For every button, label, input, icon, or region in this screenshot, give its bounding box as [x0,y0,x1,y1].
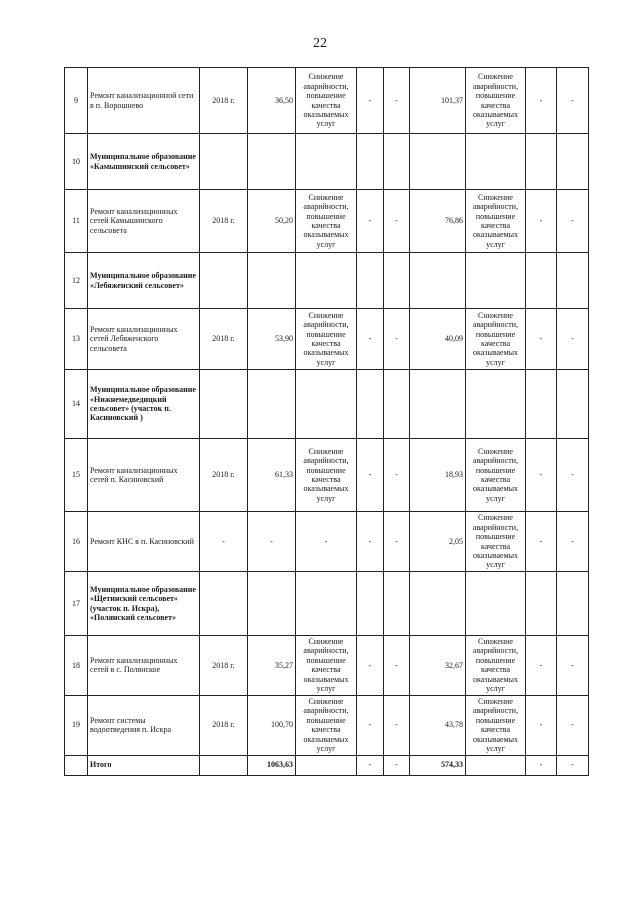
project-cost-alt: 18,93 [410,439,466,512]
total-label: Итого [88,755,200,775]
dash-cell: - [357,68,384,134]
dash-cell: - [526,439,557,512]
dash-cell: - [526,512,557,572]
project-year: - [200,512,248,572]
dash-cell: - [526,309,557,370]
row-number: 15 [65,439,88,512]
dash-cell: - [526,636,557,696]
project-name: Ремонт канализационных сетей п. Касиновский [88,439,200,512]
project-cost-alt: 2,05 [410,512,466,572]
dash-cell: - [557,309,589,370]
investment-table [64,67,589,776]
table-row [65,68,589,134]
dash-cell: - [357,755,384,775]
municipality-name: Муниципальное образование «Нижнемедведицкий сельсовет» (участок п. Касиновский ) [88,370,200,439]
dash-cell: - [557,512,589,572]
project-name: Ремонт системы водоотведения п. Искра [88,695,200,755]
dash-cell: - [557,439,589,512]
project-effect: Снижение аварийности, повышение качества оказываемых услуг [296,68,357,134]
dash-cell: - [557,755,589,775]
table-row-municipality [65,370,589,439]
dash-cell: - [526,68,557,134]
table-row [65,695,589,755]
project-cost-alt: 101,37 [410,68,466,134]
dash-cell: - [526,695,557,755]
table-row [65,309,589,370]
dash-cell: - [557,636,589,696]
dash-cell: - [557,68,589,134]
project-name: Ремонт КНС в п. Касиновский [88,512,200,572]
row-number: 11 [65,190,88,253]
project-effect: Снижение аварийности, повышение качества оказываемых услуг [296,190,357,253]
dash-cell: - [384,439,410,512]
project-year: 2018 г. [200,636,248,696]
dash-cell: - [526,190,557,253]
project-cost-alt: 43,78 [410,695,466,755]
project-name: Ремонт канализационных сетей в с. Полянское [88,636,200,696]
project-year: 2018 г. [200,439,248,512]
project-cost-alt: 40,09 [410,309,466,370]
table-row [65,636,589,696]
municipality-name: Муниципальное образование «Лебяженский сельсовет» [88,253,200,309]
total-cost: 1063,63 [248,755,296,775]
project-cost: - [248,512,296,572]
project-name: Ремонт канализационной сети в п. Ворошнево [88,68,200,134]
row-number: 17 [65,572,88,636]
row-number: 9 [65,68,88,134]
dash-cell: - [526,755,557,775]
row-number: 12 [65,253,88,309]
dash-cell: - [357,695,384,755]
project-effect-alt: Снижение аварийности, повышение качества оказываемых услуг [466,636,526,696]
dash-cell: - [384,755,410,775]
dash-cell: - [357,309,384,370]
project-name: Ремонт канализационных сетей Камышинского сельсовета [88,190,200,253]
dash-cell: - [357,636,384,696]
project-year: 2018 г. [200,309,248,370]
project-cost: 100,70 [248,695,296,755]
project-year: 2018 г. [200,695,248,755]
project-cost: 36,50 [248,68,296,134]
project-year: 2018 г. [200,68,248,134]
project-effect-alt: Снижение аварийности, повышение качества оказываемых услуг [466,190,526,253]
dash-cell: - [384,512,410,572]
project-cost: 50,20 [248,190,296,253]
table-row-municipality [65,572,589,636]
project-effect-alt: Снижение аварийности, повышение качества оказываемых услуг [466,309,526,370]
table-body [65,68,589,776]
project-effect-alt: Снижение аварийности, повышение качества оказываемых услуг [466,439,526,512]
dash-cell: - [384,309,410,370]
dash-cell: - [384,68,410,134]
project-effect: - [296,512,357,572]
table-row [65,512,589,572]
table-row-municipality [65,134,589,190]
project-effect: Снижение аварийности, повышение качества оказываемых услуг [296,636,357,696]
row-number: 18 [65,636,88,696]
project-effect-alt: Снижение аварийности, повышение качества оказываемых услуг [466,68,526,134]
total-cost-alt: 574,33 [410,755,466,775]
project-year: 2018 г. [200,190,248,253]
row-number: 19 [65,695,88,755]
project-cost: 53,90 [248,309,296,370]
project-cost-alt: 32,67 [410,636,466,696]
table-row [65,439,589,512]
dash-cell: - [357,190,384,253]
row-number: 13 [65,309,88,370]
row-number: 10 [65,134,88,190]
project-name: Ремонт канализационных сетей Лебяженского сельсовета [88,309,200,370]
table-row [65,190,589,253]
dash-cell: - [384,695,410,755]
dash-cell: - [557,190,589,253]
project-effect: Снижение аварийности, повышение качества оказываемых услуг [296,439,357,512]
dash-cell: - [357,512,384,572]
project-cost-alt: 76,86 [410,190,466,253]
municipality-name: Муниципальное образование «Щетинский сельсовет» (участок п. Искра), «Полянский сельсовет» [88,572,200,636]
project-effect-alt: Снижение аварийности, повышение качества оказываемых услуг [466,695,526,755]
page-number: 22 [313,36,327,51]
project-effect: Снижение аварийности, повышение качества оказываемых услуг [296,309,357,370]
table-row-municipality [65,253,589,309]
project-cost: 35,27 [248,636,296,696]
dash-cell: - [357,439,384,512]
dash-cell: - [384,190,410,253]
row-number: 16 [65,512,88,572]
table-row-total [65,755,589,775]
project-effect-alt: Снижение аварийности, повышение качества оказываемых услуг [466,512,526,572]
dash-cell: - [384,636,410,696]
row-number: 14 [65,370,88,439]
project-cost: 61,33 [248,439,296,512]
project-effect: Снижение аварийности, повышение качества оказываемых услуг [296,695,357,755]
dash-cell: - [557,695,589,755]
municipality-name: Муниципальное образование «Камышинский сельсовет» [88,134,200,190]
